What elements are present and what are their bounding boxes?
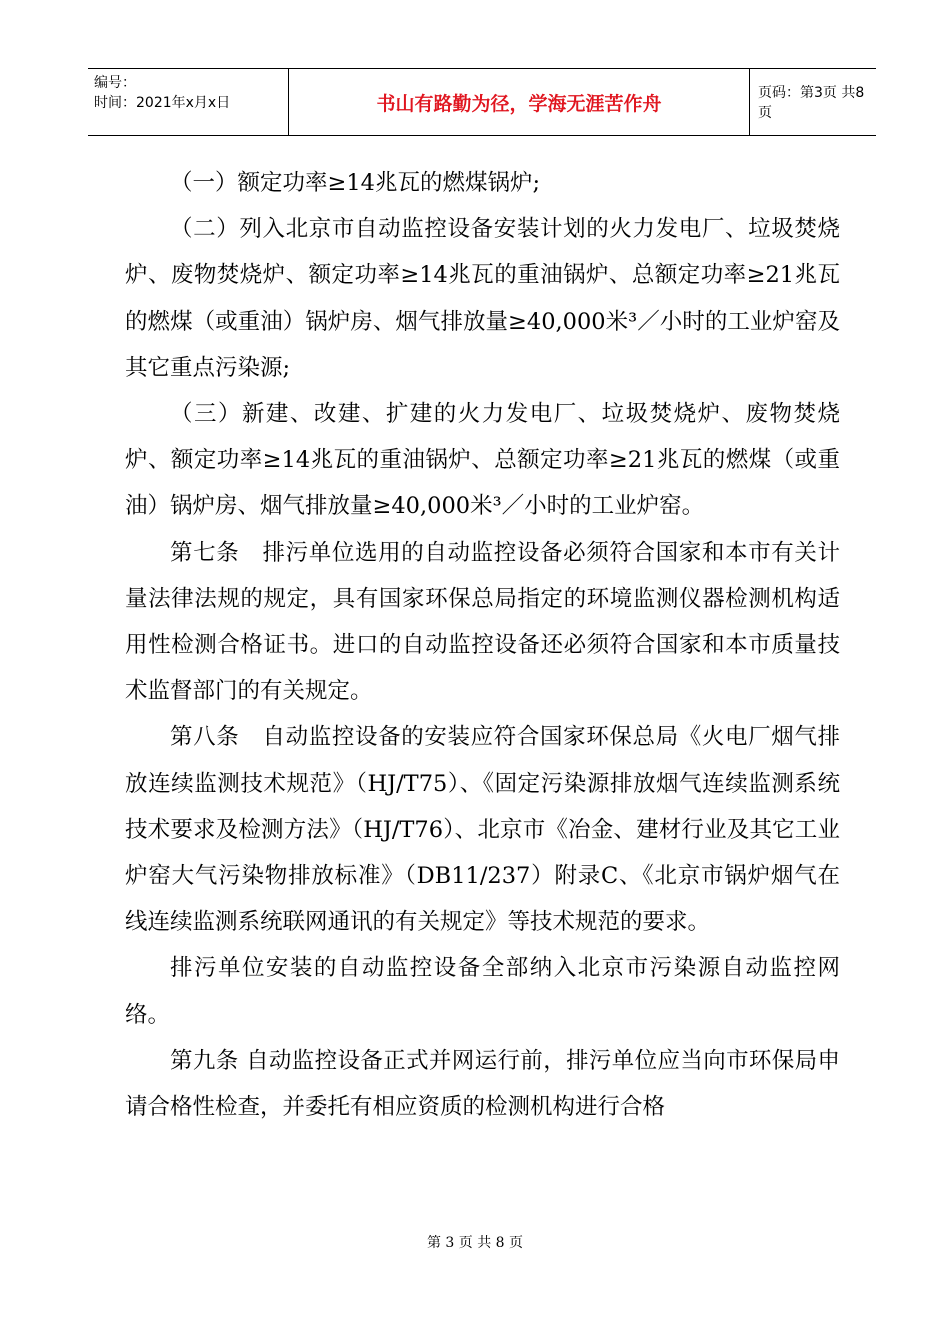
paragraph-article-8: 第八条 自动监控设备的安装应符合国家环保总局《火电厂烟气排放连续监测技术规范》（HJ/T75）、《固定污染源排放烟气连续监测系统技术要求及检测方法》（HJ/T76）、北京市《冶金、建材行业及其它工业炉窑大气污染物排放标准》（DB11/237）附录C、《北京市锅炉烟气在线连续监测系统联网通讯的有关规定》等技术规范的要求。	[125, 724, 840, 936]
document-date-label: 时间：2021年x月x日	[94, 95, 231, 111]
document-number-label: 编号：	[94, 75, 136, 91]
page-footer: 第 3 页 共 8 页	[426, 1235, 524, 1251]
header-motto: 书山有路勤为径，学海无涯苦作舟	[288, 69, 750, 135]
header-meta	[88, 69, 288, 135]
paragraph-3: （三）新建、改建、扩建的火力发电厂、垃圾焚烧炉、废物焚烧炉、额定功率≥14兆瓦的重油锅炉、总额定功率≥21兆瓦的燃煤（或重油）锅炉房、烟气排放量≥40,000米³／小时的工业炉窑。	[125, 401, 840, 520]
paragraph-network: 排污单位安装的自动监控设备全部纳入北京市污染源自动监控网络。	[125, 955, 840, 1028]
paragraph-article-7: 第七条 排污单位选用的自动监控设备必须符合国家和本市有关计量法律法规的规定，具有国家环保总局指定的环境监测仪器检测机构适用性检测合格证书。进口的自动监控设备还必须符合国家和本市质量技术监督部门的有关规定。	[125, 539, 840, 705]
page-header	[88, 68, 876, 136]
paragraph-2: （二）列入北京市自动监控设备安装计划的火力发电厂、垃圾焚烧炉、废物焚烧炉、额定功率≥14兆瓦的重油锅炉、总额定功率≥21兆瓦的燃煤（或重油）锅炉房、烟气排放量≥40,000米³／小时的工业炉窑及其它重点污染源;	[125, 216, 840, 381]
paragraph-1: （一）额定功率≥14兆瓦的燃煤锅炉;	[170, 170, 541, 196]
header-page-number: 页码：第3页 共8页	[758, 85, 865, 121]
document-body	[125, 160, 840, 1130]
paragraph-article-9: 第九条 自动监控设备正式并网运行前，排污单位应当向市环保局申请合格性检查，并委托有相应资质的检测机构进行合格	[125, 1047, 840, 1121]
